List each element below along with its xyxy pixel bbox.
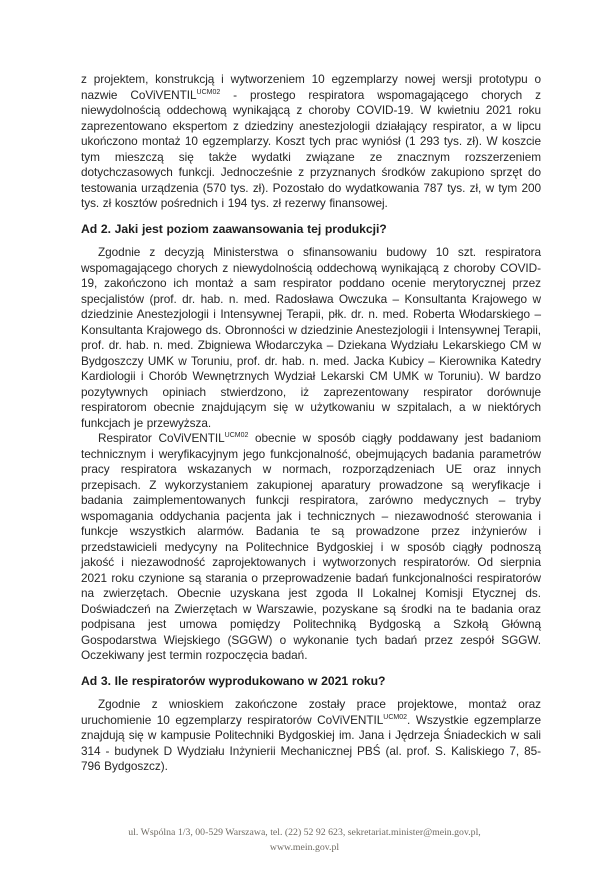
heading-ad3: Ad 3. Ile respiratorów wyprodukowano w 2021 roku?	[81, 673, 386, 688]
footer-address-line: ul. Wspólna 1/3, 00-529 Warszawa, tel. (22) 52 92 623, sekretariat.minister@mein.gov.pl,	[128, 827, 481, 838]
heading-ad2: Ad 2. Jaki jest poziom zaawansowania tej produkcji?	[81, 221, 387, 236]
paragraph-units-produced: Zgodnie z wnioskiem zakończone zostały prace projektowe, montaż oraz uruchomienie 10 egzemplarzy respiratorów CoViVENTIL$^{UCM02}$. Wszystkie egzemplarze znajdują się w kampusie Politechniki Bydgoskiej im. Jana i Jędrzeja Śniadeckich w sali 314 - budynek D Wydziału Inżynierii Mechanicznej PBŚ (al. prof. S. Kaliskiego 7, 85-796 Bydgoszcz).	[81, 697, 542, 773]
document-body	[81, 72, 541, 775]
paragraph-project-costs: z projektem, konstrukcją i wytworzeniem 10 egzemplarzy nowej wersji prototypu o nazwie CoViVENTIL$^{UCM02}$ - prostego respiratora wspomagającego chorych z niewydolnością oddechową wynikającą z choroby COVID-19. W kwietniu 2021 roku zaprezentowano ekspertom z dziedziny anestezjologii działający respirator, a w lipcu ukończono montaż 10 egzemplarzy. Koszt tych prac wyniósł (1 293 tys. zł). W koszcie tym mieszczą się także wydatki związane ze znacznym rozszerzeniem dotychczasowych funkcji. Jednocześnie z przyznanych środków zakupiono sprzęt do testowania urządzenia (570 tys. zł). Pozostało do wydatkowania 787 tys. zł, w tym 200 tys. zł kosztów pośrednich i 194 tys. zł rezerwy finansowej.	[81, 72, 541, 210]
footer-website-line: www.mein.gov.pl	[269, 842, 340, 853]
page-footer	[0, 825, 609, 855]
paragraph-testing-and-trials: Respirator CoViVENTIL$^{UCM02}$ obecnie w sposób ciągły poddawany jest badaniom technicznym i weryfikacyjnym jego funkcjonalność, obejmujących badania parametrów pracy respiratora wskazanych w normach, rozporządzeniach UE oraz innych przepisach. Z wykorzystaniem zakupionej aparatury prowadzone są weryfikacje i badania zaimplementowanych funkcji respiratora, zarówno medycznych – tryby wspomagania oddychania pacjenta jak i technicznych – niezawodność sterowania i funkcje wszystkich alarmów. Badania te są prowadzone przez inżynierów i przedstawicieli medycyny na Politechnice Bydgoskiej i w sposób ciągły podnoszą jakość i niezawodność zaprojektowanych i wytworzonych respiratorów. Od sierpnia 2021 roku czynione są starania o przeprowadzenie badań funkcjonalności respiratorów na zwierzętach. Obecnie uzyskana jest zgoda II Lokalnej Komisji Etycznej ds. Doświadczeń na Zwierzętach w Warszawie, pozyskane są środki na te badania oraz podpisana jest umowa pomiędzy Politechniką Bydgoską a Szkołą Główną Gospodarstwa Wiejskiego (SGGW) o wykonanie tych badań przez zespół SGGW. Oczekiwany jest termin rozpoczęcia badań.	[81, 431, 542, 662]
paragraph-production-status: Zgodnie z decyzją Ministerstwa o sfinansowaniu budowy 10 szt. respiratora wspomagającego chorych z niewydolnością oddechową wynikającą z choroby COVID-19, zakończono ich montaż a sam respirator poddano ocenie merytorycznej przez specjalistów (prof. dr. hab. n. med. Radosława Owczuka – Konsultanta Krajowego w dziedzinie Anestezjologii i Intensywnej Terapii, płk. dr. n. med. Roberta Włodarskiego – Konsultanta Krajowego ds. Obronności w dziedzinie Anestezjologii i Intensywnej Terapii, prof. dr. hab. n. med. Zbigniewa Włodarczyka – Dziekana Wydziału Lekarskiego CM w Bydgoszczy UMK w Toruniu, prof. dr. hab. n. med. Jacka Kubicy – Kierownika Katedry Kardiologii i Chorób Wewnętrznych Wydział Lekarski CM UMK w Toruniu). W bardzo pozytywnych opiniach stwierdzono, iż zaprezentowany respirator dorównuje respiratorom obecnie znajdującym się w użytkowaniu w szpitalach, a w niektórych funkcjach je przewyższa.	[81, 245, 541, 430]
